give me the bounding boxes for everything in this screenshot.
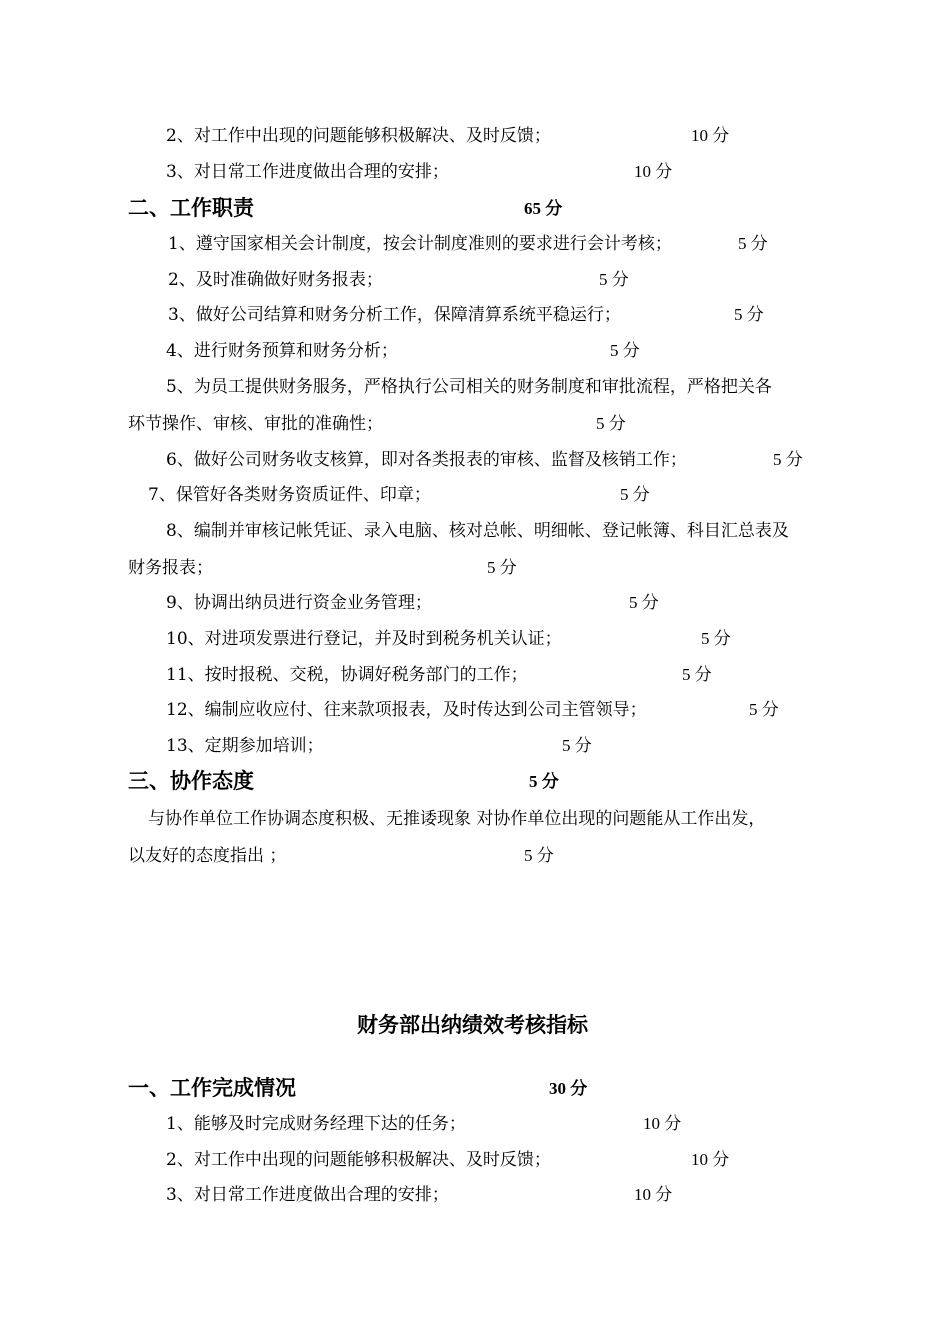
item-points: 5 分	[749, 700, 779, 719]
section-heading: 一、工作完成情况	[128, 1076, 296, 1100]
item-points: 5 分	[738, 234, 768, 253]
item-points: 10 分	[634, 1185, 673, 1204]
item-points: 5 分	[596, 414, 626, 433]
item-points: 5 分	[629, 593, 659, 612]
item-text: 2、及时准确做好财务报表；	[168, 270, 383, 290]
item-points: 10 分	[634, 162, 673, 181]
item-points: 10 分	[691, 1150, 730, 1169]
item-points: 5 分	[524, 846, 554, 865]
item-points: 5 分	[701, 629, 731, 648]
item-text-continued: 环节操作、审核、审批的准确性；	[128, 414, 383, 434]
item-text: 7、保管好各类财务资质证件、印章；	[148, 485, 431, 505]
item-text: 8、编制并审核记帐凭证、录入电脑、核对总帐、明细帐、登记帐簿、科目汇总表及	[166, 521, 789, 541]
item-text: 4、进行财务预算和财务分析；	[166, 341, 398, 361]
paragraph-text-continued: 以友好的态度指出 ；	[128, 846, 287, 866]
item-text: 9、协调出纳员进行资金业务管理；	[166, 593, 432, 613]
document-title: 财务部出纳绩效考核指标	[357, 1013, 588, 1037]
item-points: 10 分	[643, 1114, 682, 1133]
section-heading: 三、协作态度	[128, 769, 254, 793]
item-text: 2、对工作中出现的问题能够积极解决、及时反馈；	[166, 126, 551, 146]
section-points: 65 分	[524, 199, 563, 218]
item-points: 10 分	[691, 126, 730, 145]
item-points: 5 分	[682, 665, 712, 684]
item-text: 13、定期参加培训；	[166, 736, 324, 756]
item-points: 5 分	[487, 558, 517, 577]
item-points: 5 分	[599, 270, 629, 289]
section-heading: 二、工作职责	[128, 196, 254, 220]
item-points: 5 分	[562, 736, 592, 755]
item-text: 3、对日常工作进度做出合理的安排；	[166, 162, 449, 182]
item-text: 3、做好公司结算和财务分析工作，保障清算系统平稳运行；	[168, 305, 621, 325]
item-text: 1、遵守国家相关会计制度，按会计制度准则的要求进行会计考核；	[168, 234, 672, 254]
item-text: 12、编制应收应付、往来款项报表，及时传达到公司主管领导；	[166, 700, 647, 720]
item-text: 3、对日常工作进度做出合理的安排；	[166, 1185, 449, 1205]
section-points: 30 分	[549, 1079, 588, 1098]
item-text: 2、对工作中出现的问题能够积极解决、及时反馈；	[166, 1150, 551, 1170]
item-text: 5、为员工提供财务服务，严格执行公司相关的财务制度和审批流程，严格把关各	[166, 377, 772, 397]
item-text: 11、按时报税、交税，协调好税务部门的工作；	[166, 665, 528, 685]
item-points: 5 分	[773, 450, 803, 469]
item-text: 6、做好公司财务收支核算，即对各类报表的审核、监督及核销工作；	[166, 450, 687, 470]
item-text: 10、对进项发票进行登记，并及时到税务机关认证；	[166, 629, 562, 649]
section-points: 5 分	[529, 772, 559, 791]
item-text-continued: 财务报表；	[128, 558, 213, 578]
paragraph-text: 与协作单位工作协调态度积极、无推诿现象 对协作单位出现的问题能从工作出发，	[148, 809, 766, 829]
item-points: 5 分	[610, 341, 640, 360]
item-points: 5 分	[620, 485, 650, 504]
item-points: 5 分	[734, 305, 764, 324]
item-text: 1、能够及时完成财务经理下达的任务；	[166, 1114, 466, 1134]
